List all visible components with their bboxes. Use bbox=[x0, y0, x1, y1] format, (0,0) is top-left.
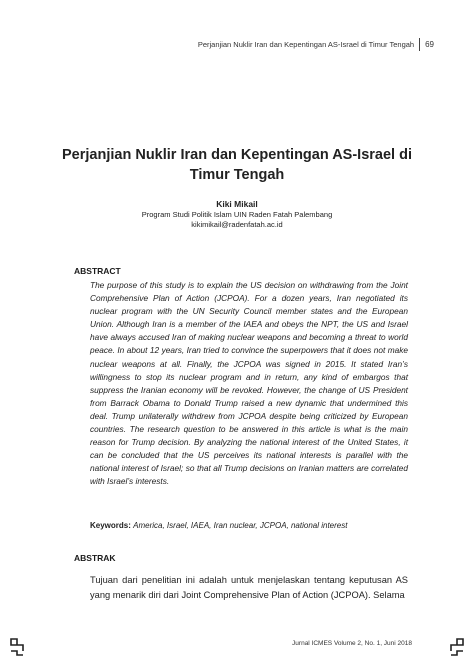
abstrak-heading: ABSTRAK bbox=[74, 553, 116, 563]
author-email: kikimikail@radenfatah.ac.id bbox=[191, 220, 283, 229]
abstrak-text: Tujuan dari penelitian ini adalah untuk menjelaskan tentang keputusan AS yang menarik diri dari Joint Comprehensive Plan of Action (JCPOA). Selama bbox=[90, 575, 408, 600]
keywords-text: America, Israel, IAEA, Iran nuclear, JCPOA, national interest bbox=[133, 521, 348, 530]
abstract-heading: ABSTRACT bbox=[74, 266, 121, 276]
running-header bbox=[198, 38, 434, 51]
author-block bbox=[60, 199, 414, 231]
abstract-text: The purpose of this study is to explain the US decision on withdrawing from the Joint Comprehensive Plan of Action (JCPOA). For a dozen years, Iran negotiated its nuclear program with the UN Security Council member states and the European Union. Although Iran is a member of the IAEA and obeys the NPT, the US and Israel have always accused Iran of making nuclear weapons and becoming a threat to world peace. In about 12 years, Iran tried to convince the superpowers that it does not make nuclear weapons at all. Finally, the JCPOA was signed in 2015. It stated Iran’s willingness to stop its nuclear program and in return, any kind of embargos that suppress the Iranian economy will be revoked. However, the change of US President from Barrack Obama to Donald Trump raised a new dynamic that undermined this deal. Trump unilaterally withdrew from JCPOA despite being criticized by European countries. The research question to be answered in this article is what is the main reason for Trump decision. By analyzing the national interest of the United States, it can be concluded that the US perceives its national interests is parallel with the national interest of Israel; so that all Trump decisions on Iranian matters are correlated with Israel’s interests. bbox=[90, 280, 408, 487]
header-divider bbox=[419, 38, 420, 51]
author-affiliation: Program Studi Politik Islam UIN Raden Fatah Palembang bbox=[141, 209, 333, 219]
corner-ornament-right-icon bbox=[445, 637, 465, 657]
article-title: Perjanjian Nuklir Iran dan Kepentingan AS-Israel di Timur Tengah bbox=[62, 147, 412, 183]
keywords bbox=[90, 521, 420, 530]
keywords-label: Keywords: bbox=[90, 521, 131, 530]
author-name: Kiki Mikail bbox=[216, 199, 258, 209]
footer-journal: Jurnal ICMES Volume 2, No. 1, Juni 2018 bbox=[292, 640, 412, 647]
corner-ornament-left-icon bbox=[9, 637, 29, 657]
running-title: Perjanjian Nuklir Iran dan Kepentingan AS-Israel di Timur Tengah bbox=[197, 40, 415, 49]
page-number: 69 bbox=[425, 40, 434, 49]
